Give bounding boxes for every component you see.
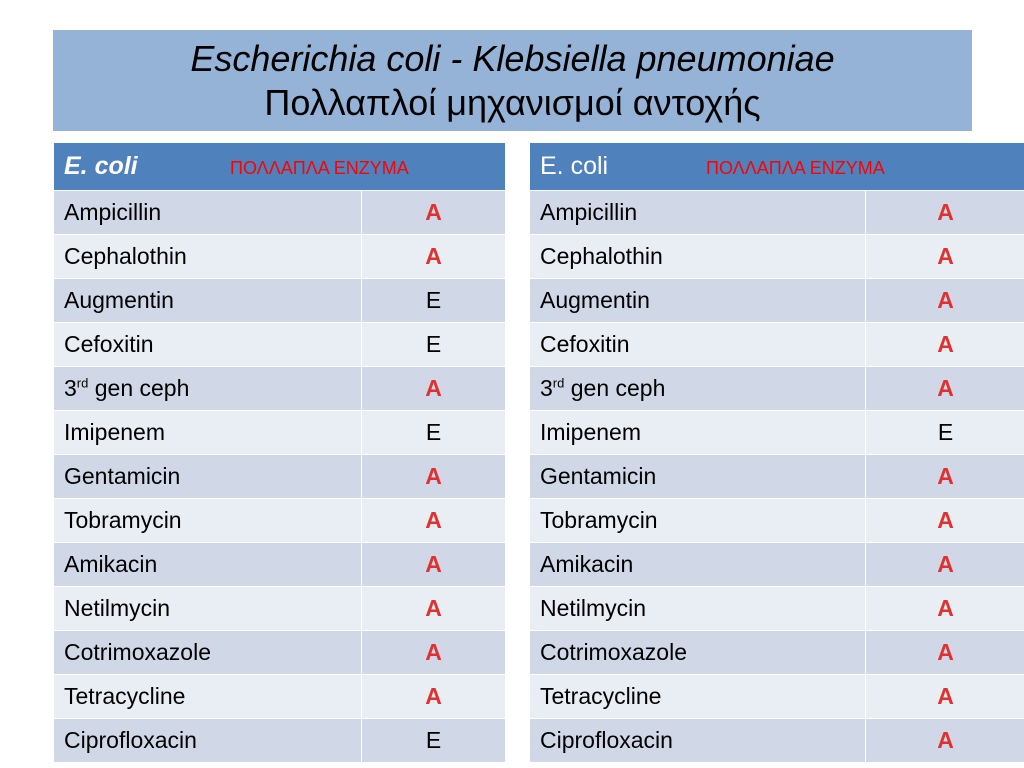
result-cell: A xyxy=(362,543,506,587)
table-row xyxy=(54,455,506,499)
drug-name: Ampicillin xyxy=(540,199,638,225)
result-cell: A xyxy=(866,191,1024,235)
result-cell: A xyxy=(866,543,1024,587)
drug-cell xyxy=(530,499,866,543)
result-cell: A xyxy=(362,191,506,235)
table-row xyxy=(54,235,506,279)
table-row xyxy=(530,719,1024,763)
drug-cell xyxy=(54,631,362,675)
drug-cell xyxy=(54,323,362,367)
table-row xyxy=(530,411,1024,455)
table-row xyxy=(54,719,506,763)
table-row xyxy=(530,279,1024,323)
drug-name: Netilmycin xyxy=(540,595,647,621)
drug-cell xyxy=(54,543,362,587)
result-cell: A xyxy=(362,235,506,279)
drug-cell xyxy=(54,675,362,719)
result-cell: A xyxy=(362,587,506,631)
drug-name: Cephalothin xyxy=(64,243,187,269)
table-row xyxy=(530,367,1024,411)
result-cell: A xyxy=(362,499,506,543)
drug-cell xyxy=(530,367,866,411)
drug-name: Tetracycline xyxy=(540,683,662,709)
title-mechanisms: Πολλαπλοί μηχανισμοί αντοχής xyxy=(264,81,761,123)
drug-name-suffix: gen ceph xyxy=(564,375,666,401)
drug-name: Cefoxitin xyxy=(540,331,630,357)
drug-cell xyxy=(54,191,362,235)
drug-name: Tobramycin xyxy=(540,507,658,533)
result-cell: A xyxy=(866,499,1024,543)
title-box xyxy=(52,29,973,132)
drug-cell xyxy=(530,631,866,675)
drug-name-suffix: gen ceph xyxy=(88,375,190,401)
table-row xyxy=(530,587,1024,631)
result-cell: A xyxy=(866,323,1024,367)
table-row xyxy=(54,279,506,323)
table-row xyxy=(530,543,1024,587)
drug-cell xyxy=(54,411,362,455)
drug-cell xyxy=(530,543,866,587)
table-row xyxy=(530,191,1024,235)
result-cell: A xyxy=(866,675,1024,719)
table-row xyxy=(54,631,506,675)
table-row xyxy=(530,455,1024,499)
title-organisms: Escherichia coli - Klebsiella pneumoniae xyxy=(190,37,835,79)
result-cell: A xyxy=(362,631,506,675)
drug-name-superscript: rd xyxy=(552,375,565,391)
result-cell: A xyxy=(866,279,1024,323)
drug-name: Cephalothin xyxy=(540,243,663,269)
table-row xyxy=(530,323,1024,367)
drug-name: Gentamicin xyxy=(64,463,181,489)
drug-cell xyxy=(530,191,866,235)
enzymes-label: ΠΟΛΛΑΠΛΑ ΕΝΖΥΜΑ xyxy=(230,158,409,178)
drug-name: Tobramycin xyxy=(64,507,182,533)
organism-label: E. coli xyxy=(540,152,609,180)
drug-name: Augmentin xyxy=(64,287,174,313)
drug-cell xyxy=(54,719,362,763)
organism-label: E. coli xyxy=(64,152,138,180)
left-results-table xyxy=(53,142,506,763)
table-row xyxy=(54,499,506,543)
drug-name-superscript: rd xyxy=(76,375,89,391)
table-row xyxy=(54,323,506,367)
result-cell: A xyxy=(866,235,1024,279)
table-row xyxy=(530,675,1024,719)
drug-name: Cotrimoxazole xyxy=(64,639,211,665)
drug-name: Amikacin xyxy=(540,551,634,577)
drug-name: Amikacin xyxy=(64,551,158,577)
drug-cell xyxy=(54,235,362,279)
result-cell: E xyxy=(362,411,506,455)
drug-name-prefix: 3 xyxy=(540,375,553,401)
drug-cell xyxy=(54,587,362,631)
enzymes-label: ΠΟΛΛΑΠΛΑ ΕΝΖΥΜΑ xyxy=(706,158,885,178)
drug-name: Augmentin xyxy=(540,287,650,313)
result-cell: E xyxy=(362,323,506,367)
drug-cell xyxy=(54,499,362,543)
result-cell: A xyxy=(362,675,506,719)
table-row xyxy=(54,191,506,235)
table-row xyxy=(54,587,506,631)
drug-cell xyxy=(54,279,362,323)
drug-name: Netilmycin xyxy=(64,595,171,621)
drug-name: Ciprofloxacin xyxy=(64,727,197,753)
drug-cell xyxy=(54,455,362,499)
drug-name: Gentamicin xyxy=(540,463,657,489)
table-row xyxy=(530,499,1024,543)
result-cell: E xyxy=(362,279,506,323)
drug-name: Imipenem xyxy=(64,419,165,445)
table-row xyxy=(54,411,506,455)
right-results-table xyxy=(529,142,1024,763)
drug-cell xyxy=(530,587,866,631)
result-cell: A xyxy=(866,631,1024,675)
table-header xyxy=(530,143,1024,191)
result-cell: A xyxy=(362,367,506,411)
table-row xyxy=(530,631,1024,675)
drug-cell xyxy=(530,279,866,323)
table-row xyxy=(54,367,506,411)
drug-cell xyxy=(530,455,866,499)
result-cell: E xyxy=(362,719,506,763)
table-row xyxy=(530,235,1024,279)
table-row xyxy=(54,675,506,719)
result-cell: A xyxy=(866,367,1024,411)
table-header xyxy=(54,143,506,191)
drug-name: Imipenem xyxy=(540,419,641,445)
drug-cell xyxy=(530,719,866,763)
drug-cell xyxy=(530,235,866,279)
result-cell: E xyxy=(866,411,1024,455)
result-cell: A xyxy=(866,587,1024,631)
result-cell: A xyxy=(866,455,1024,499)
drug-cell xyxy=(530,675,866,719)
drug-name: Ampicillin xyxy=(64,199,162,225)
drug-name: Ciprofloxacin xyxy=(540,727,673,753)
drug-cell xyxy=(54,367,362,411)
drug-cell xyxy=(530,323,866,367)
result-cell: A xyxy=(866,719,1024,763)
drug-name: Tetracycline xyxy=(64,683,186,709)
drug-name-prefix: 3 xyxy=(64,375,77,401)
drug-cell xyxy=(530,411,866,455)
result-cell: A xyxy=(362,455,506,499)
drug-name: Cotrimoxazole xyxy=(540,639,687,665)
table-row xyxy=(54,543,506,587)
drug-name: Cefoxitin xyxy=(64,331,154,357)
